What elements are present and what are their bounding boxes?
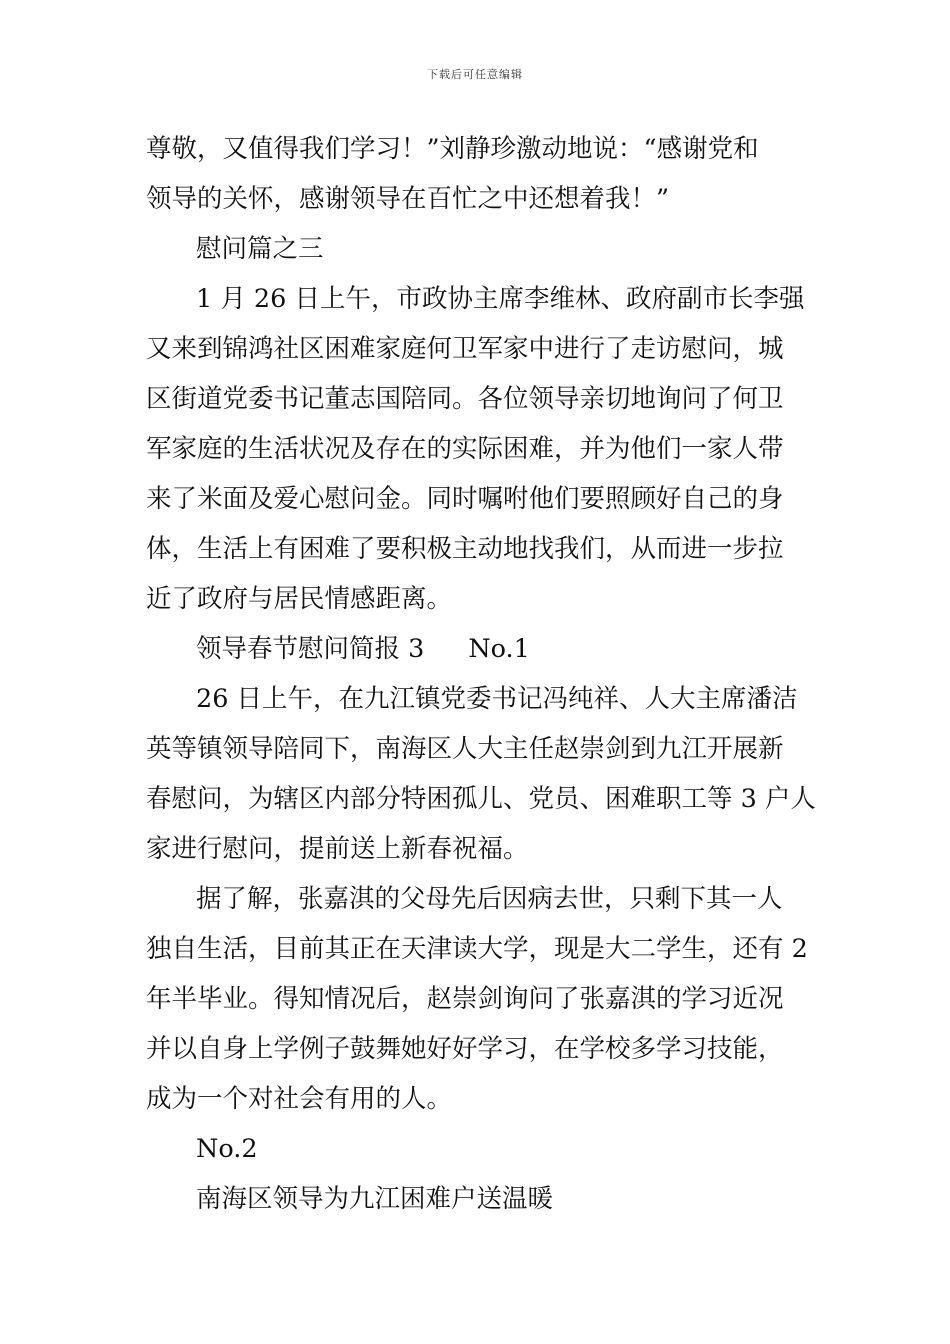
text-line: 领导的关怀，感谢领导在百忙之中还想着我！” bbox=[146, 184, 670, 214]
text-line: 来了米面及爱心慰问金。同时嘱咐他们要照顾好自己的身 bbox=[146, 484, 784, 514]
text-line: 又来到锦鸿社区困难家庭何卫军家中进行了走访慰问，城 bbox=[146, 334, 784, 364]
text-line: 家进行慰问，提前送上新春祝福。 bbox=[146, 834, 529, 864]
text-line: 英等镇领导陪同下，南海区人大主任赵崇剑到九江开展新 bbox=[146, 734, 784, 764]
report-number: No.1 bbox=[468, 634, 530, 664]
report-title-text: 领导春节慰问简报 3 bbox=[196, 634, 425, 664]
text-line: 26 日上午，在九江镇党委书记冯纯祥、人大主席潘洁 bbox=[196, 684, 798, 714]
section-number: No.2 bbox=[196, 1134, 258, 1164]
text-line: 1 月 26 日上午，市政协主席李维林、政府副市长李强 bbox=[196, 284, 805, 314]
text-line: 独自生活，目前其正在天津读大学，现是大二学生，还有 2 bbox=[146, 934, 808, 964]
text-line: 尊敬，又值得我们学习！”刘静珍激动地说：“感谢党和 bbox=[146, 134, 759, 164]
text-line: 据了解，张嘉淇的父母先后因病去世，只剩下其一人 bbox=[196, 884, 783, 914]
text-line: 区街道党委书记董志国陪同。各位领导亲切地询问了何卫 bbox=[146, 384, 784, 414]
report-title bbox=[196, 634, 530, 664]
section-heading: 慰问篇之三 bbox=[196, 234, 324, 264]
text-line: 年半毕业。得知情况后，赵崇剑询问了张嘉淇的学习近况 bbox=[146, 984, 784, 1014]
text-line: 近了政府与居民情感距离。 bbox=[146, 584, 453, 614]
text-line: 成为一个对社会有用的人。 bbox=[146, 1084, 453, 1114]
text-line: 春慰问，为辖区内部分特困孤儿、党员、困难职工等 3 户人 bbox=[146, 784, 816, 814]
text-line: 军家庭的生活状况及存在的实际困难，并为他们一家人带 bbox=[146, 434, 784, 464]
page-header: 下载后可任意编辑 bbox=[427, 68, 523, 81]
text-line: 并以自身上学例子鼓舞她好好学习，在学校多学习技能， bbox=[146, 1034, 784, 1064]
text-line: 体，生活上有困难了要积极主动地找我们，从而进一步拉 bbox=[146, 534, 784, 564]
section-heading: 南海区领导为九江困难户送温暖 bbox=[196, 1184, 554, 1214]
